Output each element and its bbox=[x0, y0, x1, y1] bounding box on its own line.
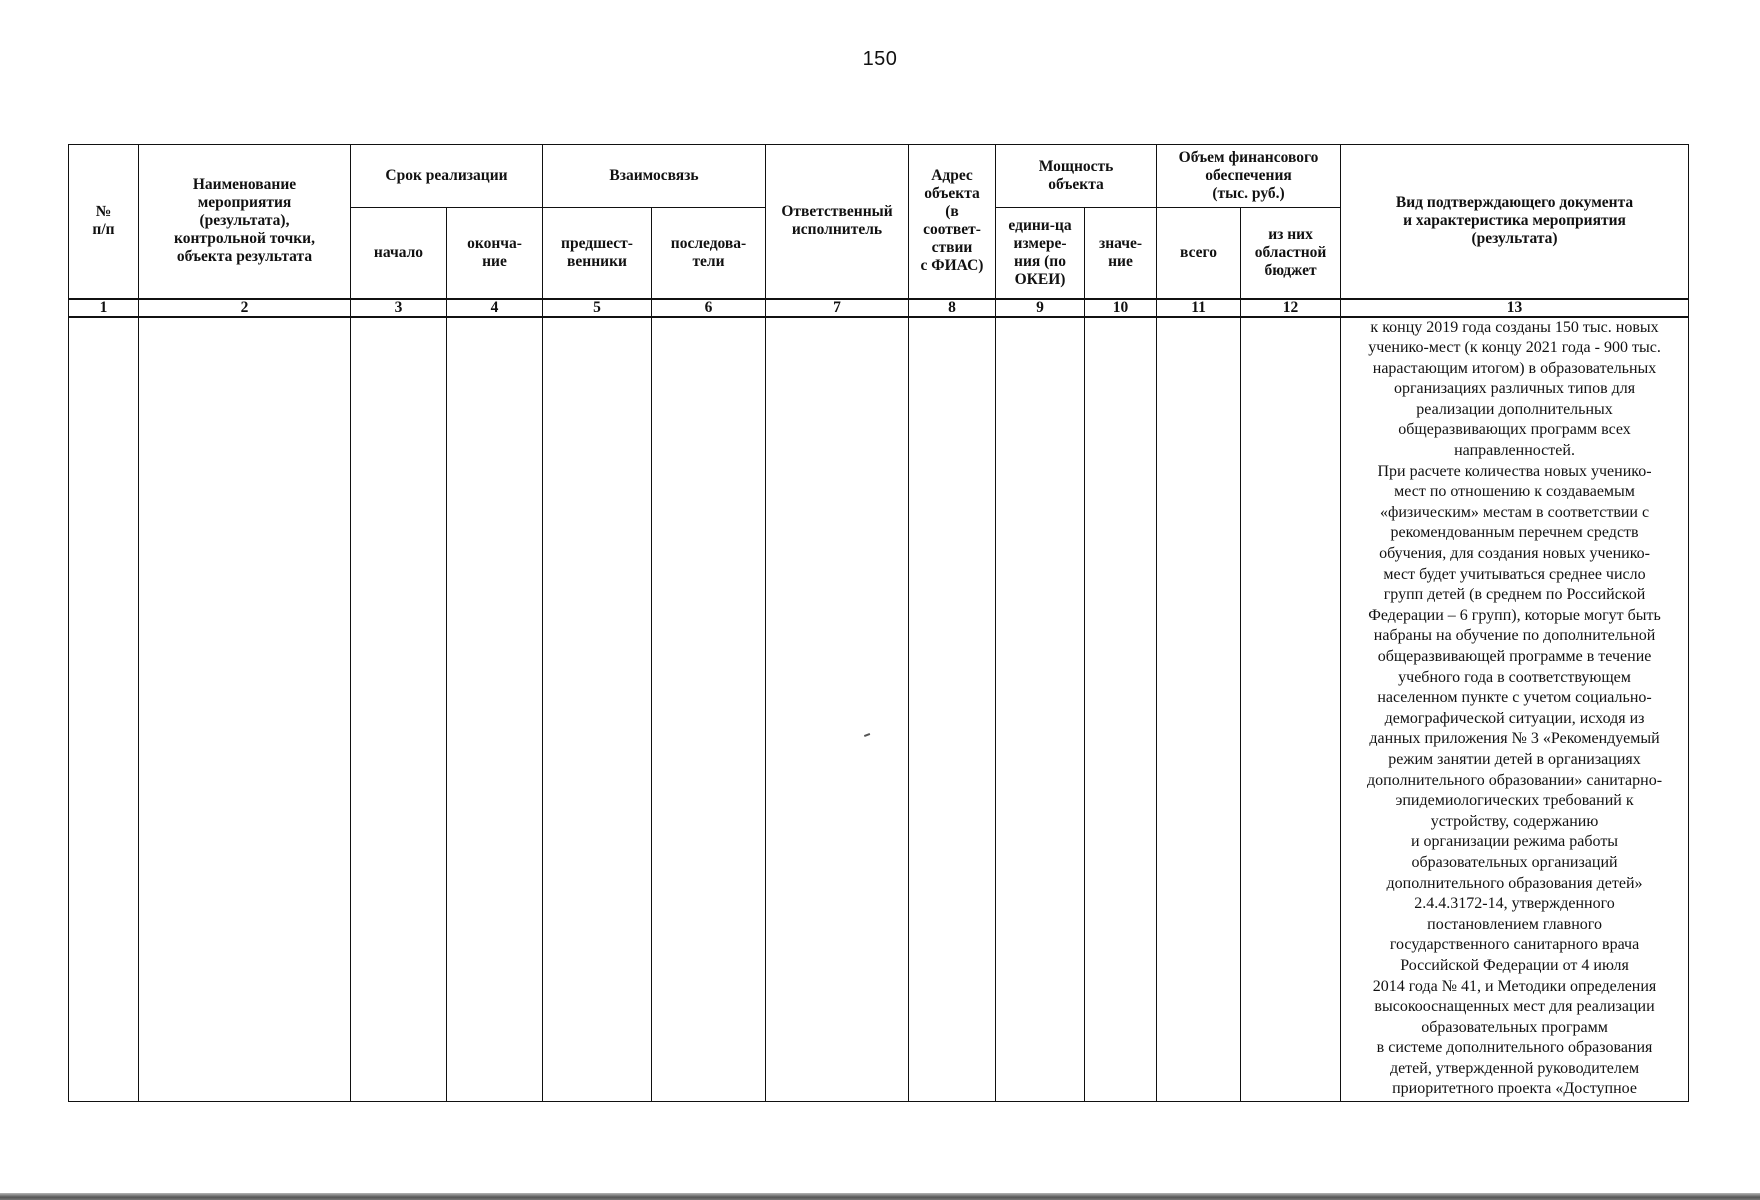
column-number: 12 bbox=[1241, 299, 1341, 317]
header-line: Вид подтверждающего документа bbox=[1395, 194, 1634, 212]
header-start bbox=[351, 208, 447, 299]
header-line: (в bbox=[945, 203, 959, 221]
description-line: режим занятии детей в организациях bbox=[1388, 750, 1641, 768]
column-number: 3 bbox=[351, 299, 447, 317]
header-line: контрольной точки, bbox=[174, 230, 315, 248]
scan-edge-rule bbox=[0, 1193, 1760, 1200]
header-line: соответ- bbox=[923, 221, 981, 239]
header-line: областной bbox=[1254, 243, 1327, 261]
table-cell-empty bbox=[543, 317, 652, 1102]
header-line: значе- bbox=[1098, 234, 1143, 252]
header-activity-name bbox=[139, 145, 351, 299]
header-end bbox=[447, 208, 543, 299]
header-line: (тыс. руб.) bbox=[1212, 185, 1285, 202]
activities-table bbox=[68, 144, 1689, 1102]
table-cell-empty bbox=[652, 317, 766, 1102]
header-line: Наименование bbox=[192, 176, 297, 194]
header-line: ние bbox=[482, 252, 507, 270]
description-line: населенном пункте с учетом социально- bbox=[1377, 689, 1652, 707]
header-line: тели bbox=[692, 252, 725, 270]
header-line: мероприятия bbox=[197, 194, 292, 212]
column-number: 13 bbox=[1341, 299, 1689, 317]
description-line: 2014 года № 41, и Методики определения bbox=[1372, 977, 1657, 995]
column-number: 6 bbox=[652, 299, 766, 317]
table-cell-empty bbox=[1241, 317, 1341, 1102]
header-line: № bbox=[95, 203, 112, 221]
column-number: 8 bbox=[909, 299, 996, 317]
table-cell-empty bbox=[69, 317, 139, 1102]
header-group-capacity bbox=[996, 145, 1157, 208]
header-line: бюджет bbox=[1264, 261, 1317, 279]
header-line: оконча- bbox=[467, 234, 522, 252]
header-line: Объем финансового bbox=[1178, 149, 1319, 166]
header-confirming-document bbox=[1341, 145, 1689, 299]
description-line: к концу 2019 года созданы 150 тыс. новых bbox=[1370, 318, 1659, 336]
table-cell-empty bbox=[996, 317, 1085, 1102]
header-unit-of-measure bbox=[996, 208, 1085, 299]
table-cell-empty bbox=[139, 317, 351, 1102]
header-successors bbox=[652, 208, 766, 299]
description-line: мест будет учитываться среднее число bbox=[1383, 565, 1646, 583]
description-line: реализации дополнительных bbox=[1416, 400, 1613, 418]
header-line: последова- bbox=[670, 234, 747, 252]
description-line: 2.4.4.3172-14, утвержденного bbox=[1414, 895, 1615, 913]
header-group-implementation-period: Срок реализации bbox=[351, 145, 543, 208]
header-object-address bbox=[909, 145, 996, 299]
description-line: и организации режима работы bbox=[1410, 833, 1619, 851]
column-number: 7 bbox=[766, 299, 909, 317]
header-line: п/п bbox=[92, 221, 115, 239]
description-line: мест по отношению к создаваемым bbox=[1394, 483, 1635, 501]
description-line: демографической ситуации, исходя из bbox=[1384, 709, 1645, 727]
column-number: 5 bbox=[543, 299, 652, 317]
header-line: ния (по bbox=[1014, 252, 1066, 270]
header-line: (результата), bbox=[199, 212, 290, 230]
description-line: обучения, для создания новых ученико- bbox=[1379, 545, 1650, 563]
description-line: нарастающим итогом) в образовательных bbox=[1372, 359, 1657, 377]
header-line: начало bbox=[373, 243, 424, 261]
header-line: с ФИАС) bbox=[920, 257, 984, 275]
header-line: ОКЕИ) bbox=[1014, 270, 1066, 288]
column-number: 4 bbox=[447, 299, 543, 317]
header-total bbox=[1157, 208, 1241, 299]
description-line: групп детей (в среднем по Российской bbox=[1383, 586, 1646, 604]
header-regional-budget bbox=[1241, 208, 1341, 299]
header-value bbox=[1085, 208, 1157, 299]
header-line: ние bbox=[1108, 252, 1133, 270]
description-line: организациях различных типов для bbox=[1393, 380, 1636, 398]
description-line: ученико-мест (к концу 2021 года - 900 тыс. bbox=[1368, 339, 1661, 357]
description-line: дополнительного образования детей» bbox=[1386, 874, 1643, 892]
table-cell-empty bbox=[1157, 317, 1241, 1102]
header-line: ствии bbox=[931, 239, 973, 257]
header-line: из них bbox=[1268, 225, 1313, 243]
description-line: При расчете количества новых ученико- bbox=[1377, 462, 1652, 480]
header-line: объекта bbox=[924, 185, 980, 203]
header-group-relationship: Взаимосвязь bbox=[543, 145, 766, 208]
description-line: рекомендованным перечнем средств bbox=[1390, 524, 1639, 542]
description-line: образовательных программ bbox=[1421, 1018, 1608, 1036]
description-line: Российской Федерации от 4 июля bbox=[1400, 956, 1629, 974]
header-line: Адрес bbox=[931, 167, 973, 185]
activities-table-wrapper bbox=[68, 144, 1688, 1102]
description-line: Федерации – 6 групп), которые могут быть bbox=[1368, 606, 1661, 624]
header-line: измере- bbox=[1013, 234, 1067, 252]
column-number: 11 bbox=[1157, 299, 1241, 317]
description-line: постановлением главного bbox=[1427, 915, 1602, 933]
header-line: венники bbox=[567, 252, 627, 270]
description-line: устройству, содержанию bbox=[1430, 812, 1599, 830]
column-number: 10 bbox=[1085, 299, 1157, 317]
description-line: учебного года в соответствующем bbox=[1398, 668, 1631, 686]
description-line: набраны на обучение по дополнительной bbox=[1373, 627, 1656, 645]
header-line: объекта bbox=[1048, 176, 1104, 193]
page-number: 150 bbox=[862, 48, 898, 70]
activity-description-cell bbox=[1341, 317, 1689, 1102]
header-line: объекта результата bbox=[176, 248, 313, 266]
header-line: Мощность bbox=[1038, 158, 1114, 175]
description-line: приоритетного проекта «Доступное bbox=[1392, 1080, 1637, 1098]
table-cell-empty bbox=[766, 317, 909, 1102]
description-line: в системе дополнительного образования bbox=[1376, 1039, 1653, 1057]
header-group-financing bbox=[1157, 145, 1341, 208]
header-line: всего bbox=[1180, 243, 1217, 261]
description-line: «физическим» местам в соответствии с bbox=[1379, 503, 1650, 521]
column-number: 1 bbox=[69, 299, 139, 317]
description-line: общеразвивающей программе в течение bbox=[1377, 648, 1652, 665]
header-line: едини-ца bbox=[1008, 216, 1072, 234]
header-line: предшест- bbox=[561, 234, 633, 252]
header-predecessors bbox=[543, 208, 652, 299]
description-line: детей, утвержденной руководителем bbox=[1389, 1059, 1640, 1077]
header-responsible bbox=[766, 145, 909, 299]
description-line: образовательных организаций bbox=[1411, 853, 1618, 871]
activity-description bbox=[1341, 318, 1688, 1101]
header-line: обеспечения bbox=[1205, 167, 1292, 184]
table-cell-empty bbox=[351, 317, 447, 1102]
description-line: эпидемиологических требований к bbox=[1395, 792, 1634, 810]
header-line: исполнитель bbox=[791, 221, 883, 239]
table-cell-empty bbox=[909, 317, 996, 1102]
description-line: дополнительного образовании» санитарно- bbox=[1367, 771, 1663, 789]
description-line: высокооснащенных мест для реализации bbox=[1374, 998, 1655, 1016]
header-line: (результата) bbox=[1471, 230, 1558, 248]
column-number: 9 bbox=[996, 299, 1085, 317]
table-cell-empty bbox=[447, 317, 543, 1102]
header-line: и характеристика мероприятия bbox=[1403, 212, 1626, 230]
column-number: 2 bbox=[139, 299, 351, 317]
description-line: государственного санитарного врача bbox=[1389, 936, 1640, 954]
header-line: Ответственный bbox=[781, 203, 893, 221]
description-line: направленностей. bbox=[1454, 442, 1575, 460]
table-cell-empty bbox=[1085, 317, 1157, 1102]
description-line: общеразвивающих программ всех bbox=[1398, 421, 1631, 439]
description-line: данных приложения № 3 «Рекомендуемый bbox=[1369, 730, 1660, 748]
header-number bbox=[69, 145, 139, 299]
